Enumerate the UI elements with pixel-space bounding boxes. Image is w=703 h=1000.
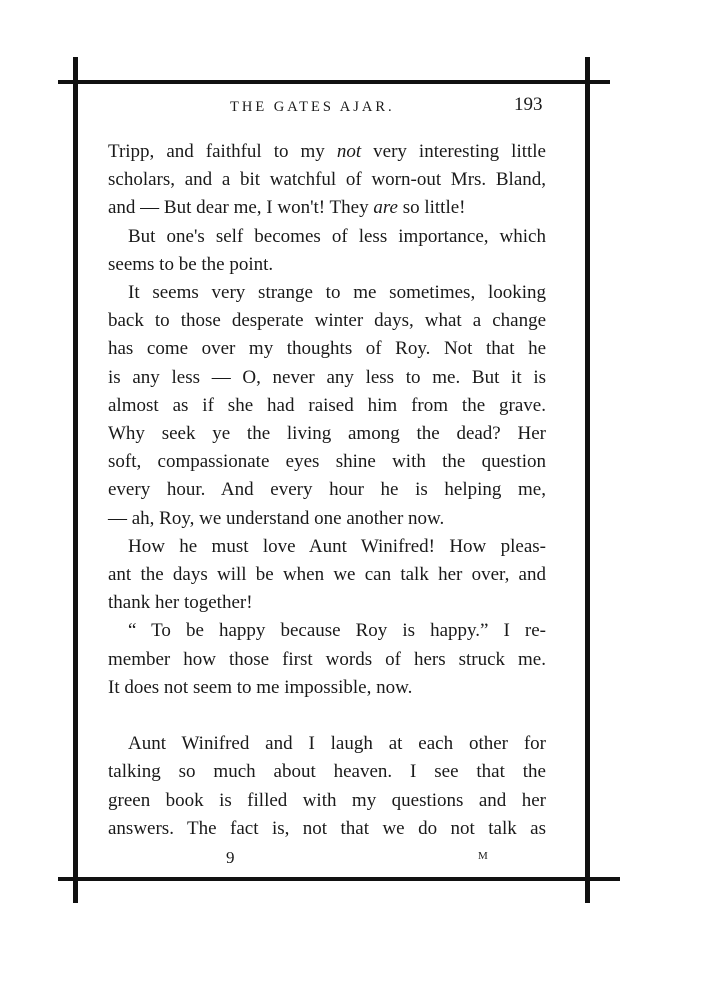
text-line: “ To be happy because Roy is happy.” I re- <box>128 620 546 642</box>
text-line: seems to be the point. <box>108 253 274 275</box>
text-line: almost as if she had raised him from the grave. <box>108 394 546 416</box>
text-line: and — But dear me, I won't! They are so little! <box>108 197 466 219</box>
text-line: soft, compassionate eyes shine with the question <box>108 451 546 473</box>
text-line: How he must love Aunt Winifred! How pleas- <box>128 535 546 557</box>
signature-letter: M <box>478 850 488 862</box>
text-line: It does not seem to me impossible, now. <box>108 676 413 698</box>
left-rule <box>73 57 78 903</box>
page-number: 193 <box>514 94 543 115</box>
text-line: scholars, and a bit watchful of worn-out Mrs. Bland, <box>108 169 546 191</box>
text-line: every hour. And every hour he is helping me, <box>108 479 546 501</box>
bottom-rule <box>58 877 620 881</box>
section-break <box>108 702 546 730</box>
text-line: But one's self becomes of less importance, which <box>128 225 546 247</box>
body-text <box>108 138 546 843</box>
text-line: has come over my thoughts of Roy. Not that he <box>108 338 546 360</box>
text-line: thank her together! <box>108 592 253 614</box>
text-line: is any less — O, never any less to me. But it is <box>108 366 546 388</box>
text-line: answers. The fact is, not that we do not talk as <box>108 817 546 839</box>
right-rule <box>585 57 590 903</box>
text-line: — ah, Roy, we understand one another now. <box>108 507 445 529</box>
signature-number: 9 <box>226 848 235 867</box>
running-title: THE GATES AJAR. <box>230 99 395 115</box>
text-line: talking so much about heaven. I see that the <box>108 761 546 783</box>
text-line: Why seek ye the living among the dead? Her <box>108 423 546 445</box>
text-line: member how those first words of hers struck me. <box>108 648 546 670</box>
top-rule <box>58 80 610 84</box>
text-line: ant the days will be when we can talk her over, and <box>108 564 546 586</box>
text-line: Aunt Winifred and I laugh at each other for <box>128 733 546 755</box>
text-line: back to those desperate winter days, what a change <box>108 310 546 332</box>
text-line: Tripp, and faithful to my not very interesting little <box>108 141 546 162</box>
text-line: It seems very strange to me sometimes, looking <box>128 282 546 304</box>
text-line: green book is filled with my questions and her <box>108 789 546 811</box>
